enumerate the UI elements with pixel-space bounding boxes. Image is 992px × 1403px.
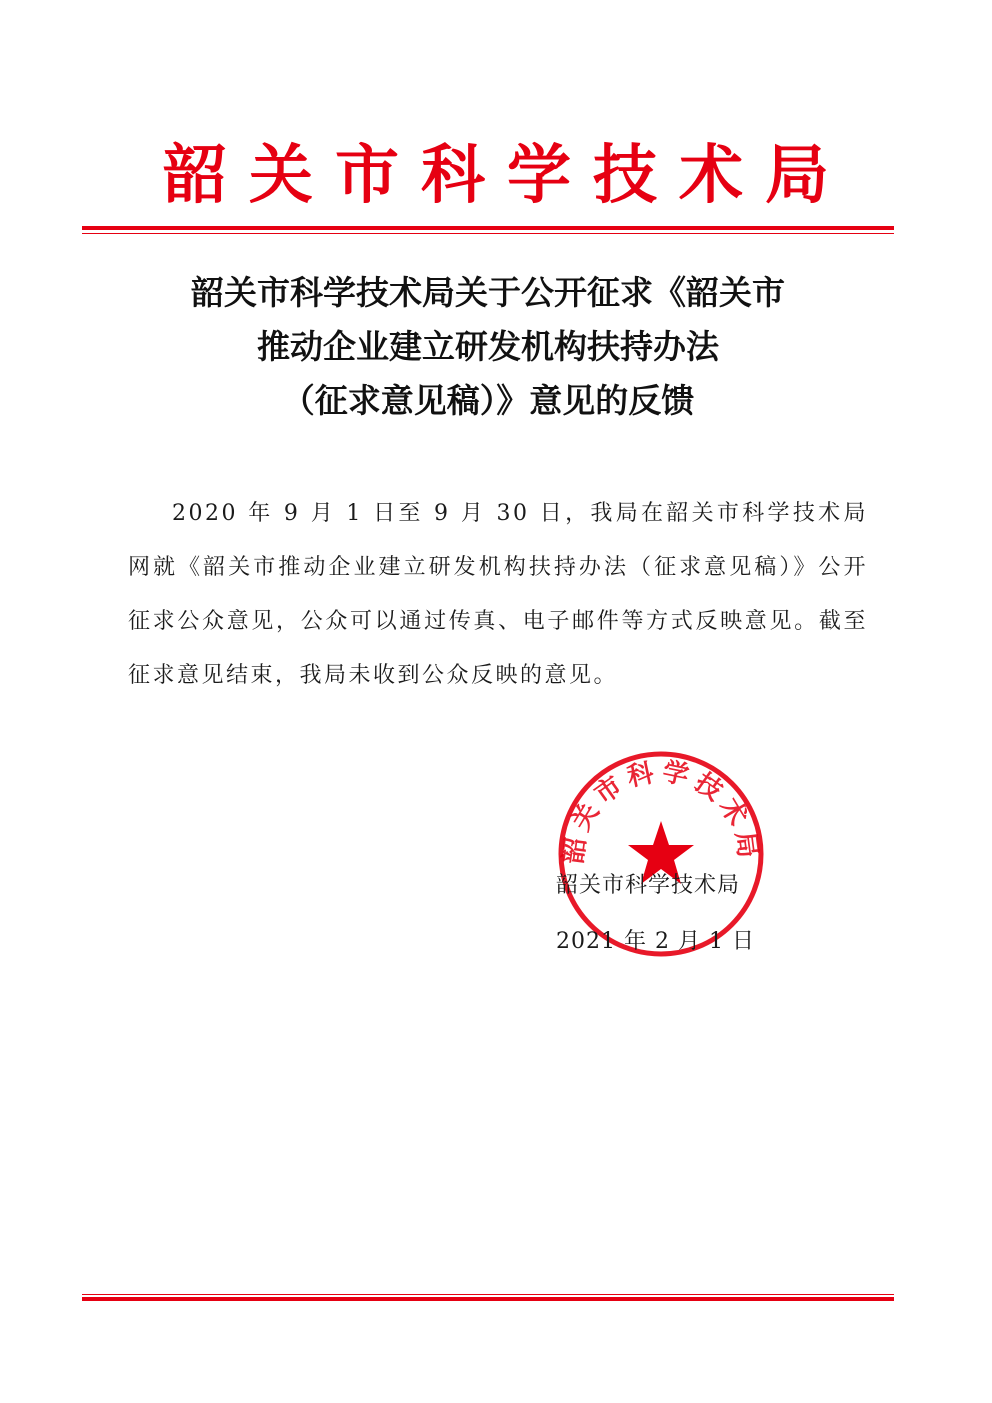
header-rule-thick: [82, 226, 894, 230]
title-line-3: （征求意见稿）》意见的反馈: [281, 381, 695, 420]
signature-block: [556, 858, 755, 970]
seal-text: 韶关市科学技术局: [558, 756, 764, 866]
title-line-2: 推动企业建立研发机构扶持办法: [257, 327, 719, 366]
header-rule-thin: [82, 233, 894, 234]
letterhead-agency-name: 韶关市科学技术局: [163, 138, 851, 213]
body-text: [128, 487, 868, 703]
footer-rule-thick: [82, 1297, 894, 1301]
footer-rule-thin: [82, 1294, 894, 1295]
signature-date: 2021 年 2 月 1 日: [556, 929, 755, 954]
body-paragraph: 2020 年 9 月 1 日至 9 月 30 日，我局在韶关市科学技术局网就《韶关市推动企业建立研发机构扶持办法（征求意见稿）》公开征求公众意见，公众可以通过传真、电子邮件等方式反映意见。截至征求意见结束，我局未收到公众反映的意见。: [128, 501, 868, 688]
title-line-1: 韶关市科学技术局关于公开征求《韶关市: [191, 273, 785, 312]
document-title: [82, 266, 894, 428]
signature-organization: 韶关市科学技术局: [556, 873, 741, 898]
